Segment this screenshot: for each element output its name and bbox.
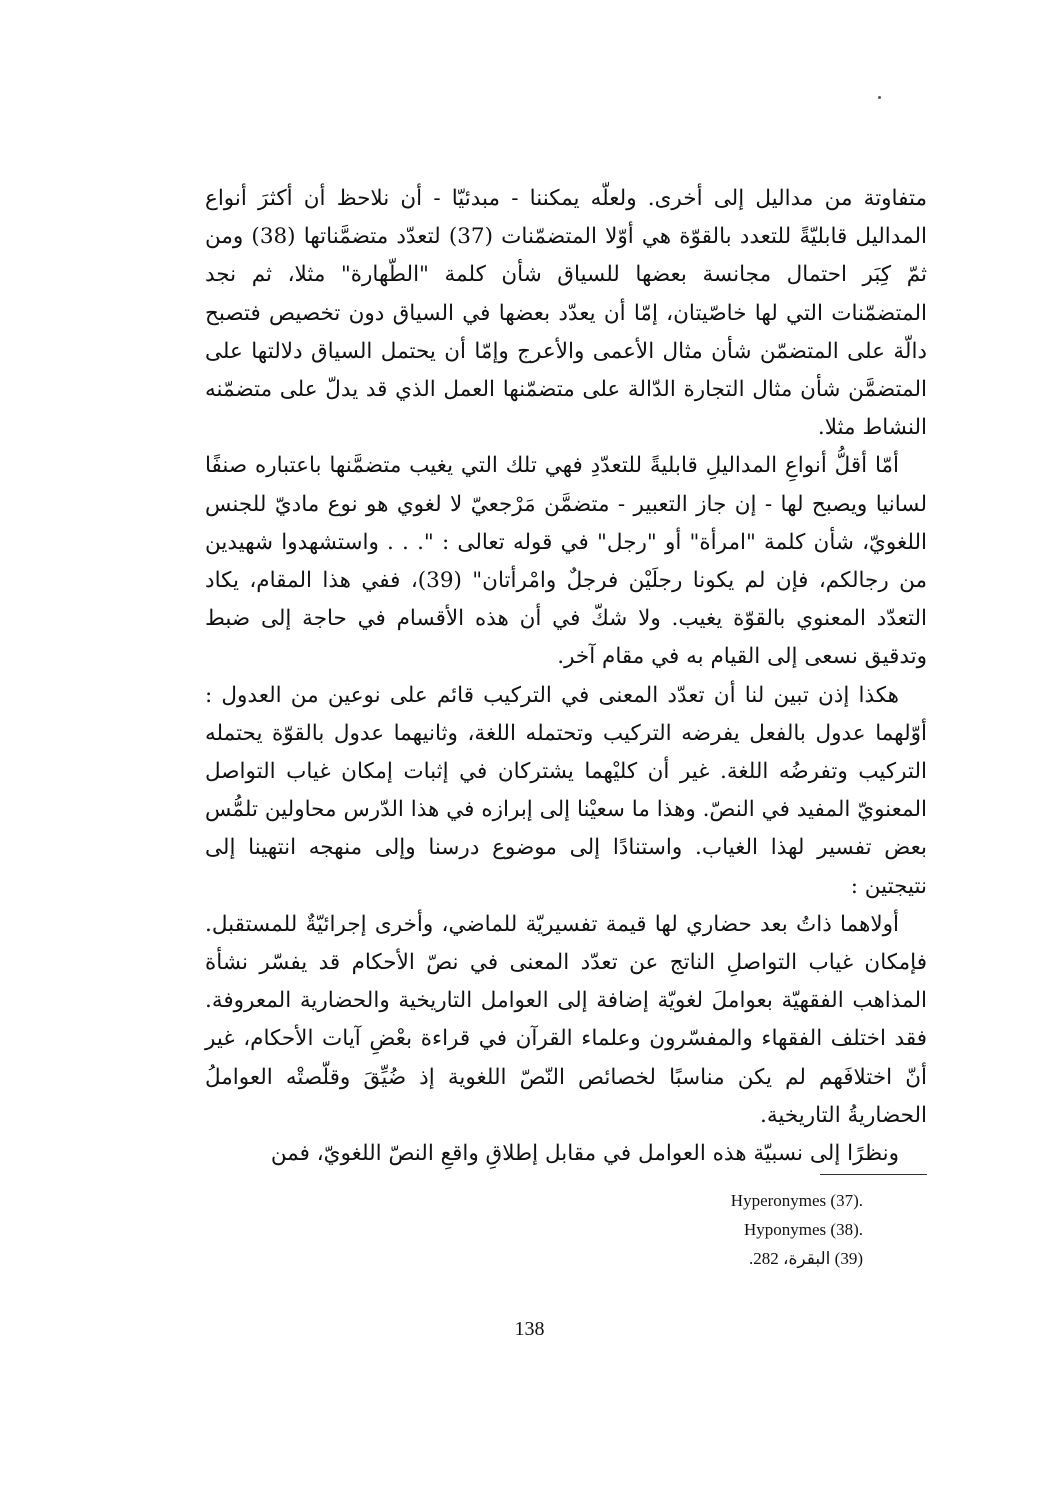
footnote-37: .Hyperonymes (37) <box>730 1191 863 1210</box>
body-text <box>205 180 927 1173</box>
scan-speck <box>878 96 881 99</box>
paragraph-5: ونظرًا إلى نسبيّة هذه العوامل في مقابل إطلاقِ واقعِ النصّ اللغويّ، فمن <box>270 1141 899 1167</box>
footnotes <box>563 1186 863 1273</box>
paragraph-1: متفاوتة من مداليل إلى أخرى. ولعلّه يمكننا - مبدئيّا - أن نلاحظ أن أكثرَ أنواع المداليل قابليّةً للتعدد بالقوّة هي أوّلا المتضمّنات (37) لتعدّد متضمَّناتها (38) ومن ثمّ كِبَر احتمال مجانسة بعضها للسياق شأن كلمة "الطّهارة" مثلا، ثم نجد المتضمّنات التي لها خاصّيتان، إمّا أن يعدّد بعضها في السياق دون تخصيص فتصبح دالّة على المتضمّن شأن مثال الأعمى والأعرج وإمّا أن يحتمل السياق دلالتها على المتضمَّن شأن مثال التجارة الدّالة على متضمّنها العمل الذي قد يدلّ على متضمّنه النشاط مثلا. <box>205 186 927 441</box>
paragraph-4: أولاهما ذاتُ بعد حضاري لها قيمة تفسيريّة للماضي، وأخرى إجرائيّةٌ للمستقبل. فإمكان غياب التواصلِ الناتج عن تعدّد المعنى في نصّ الأحكام قد يفسّر نشأة المذاهب الفقهيّة بعواملَ لغويّة إضافة إلى العوامل التاريخية والحضارية المعروفة. فقد اختلف الفقهاء والمفسّرون وعلماء القرآن في قراءة بعْضِ آيات الأحكام، غير أنّ اختلافَهم لم يكن مناسبًا لخصائص النّصّ اللغوية إذ ضُيِّقَ وقلّصتْه العواملُ الحضاريةُ التاريخية. <box>205 911 927 1128</box>
footnote-38: .Hyponymes (38) <box>744 1220 863 1239</box>
footnote-39: (39) البقرة، 282. <box>749 1249 863 1268</box>
footnote-separator <box>820 1174 927 1175</box>
paragraph-3: هكذا إذن تبين لنا أن تعدّد المعنى في التركيب قائم على نوعين من العدول : أوّلهما عدول بالفعل يفرضه التركيب وتحتمله اللغة، وثانيهما عدول بالقوّة يحتمله التركيب وتفرضُه اللغة. غير أن كليْهما يشتركان في إثبات إمكان غياب التواصل المعنويّ المفيد في النصّ. وهذا ما سعيْنا إلى إبرازه في هذا الدّرس محاولين تلمُّس بعض تفسير لهذا الغياب. واستنادًا إلى موضوع درسنا وإلى منهجه انتهينا إلى نتيجتين : <box>205 682 927 899</box>
page-number: 138 <box>514 1318 545 1340</box>
paragraph-2: أمّا أقلُّ أنواعِ المداليلِ قابليةً للتعدّدِ فهي تلك التي يغيب متضمَّنها باعتباره صنفًا لسانيا ويصبح لها - إن جاز التعبير - متضمَّن مَرْجعيّ لا لغوي هو نوع ماديّ للجنس اللغويّ، شأن كلمة "امرأة" أو "رجل" في قوله تعالى : ". . . واستشهدوا شهيدين من رجالكم، فإن لم يكونا رجلَيْن فرجلٌ وامْرأتان" (39)، ففي هذا المقام، يكاد التعدّد المعنوي بالقوّة يغيب. ولا شكّ في أن هذه الأقسام في حاجة إلى ضبط وتدقيق نسعى إلى القيام به في مقام آخر. <box>205 453 927 670</box>
